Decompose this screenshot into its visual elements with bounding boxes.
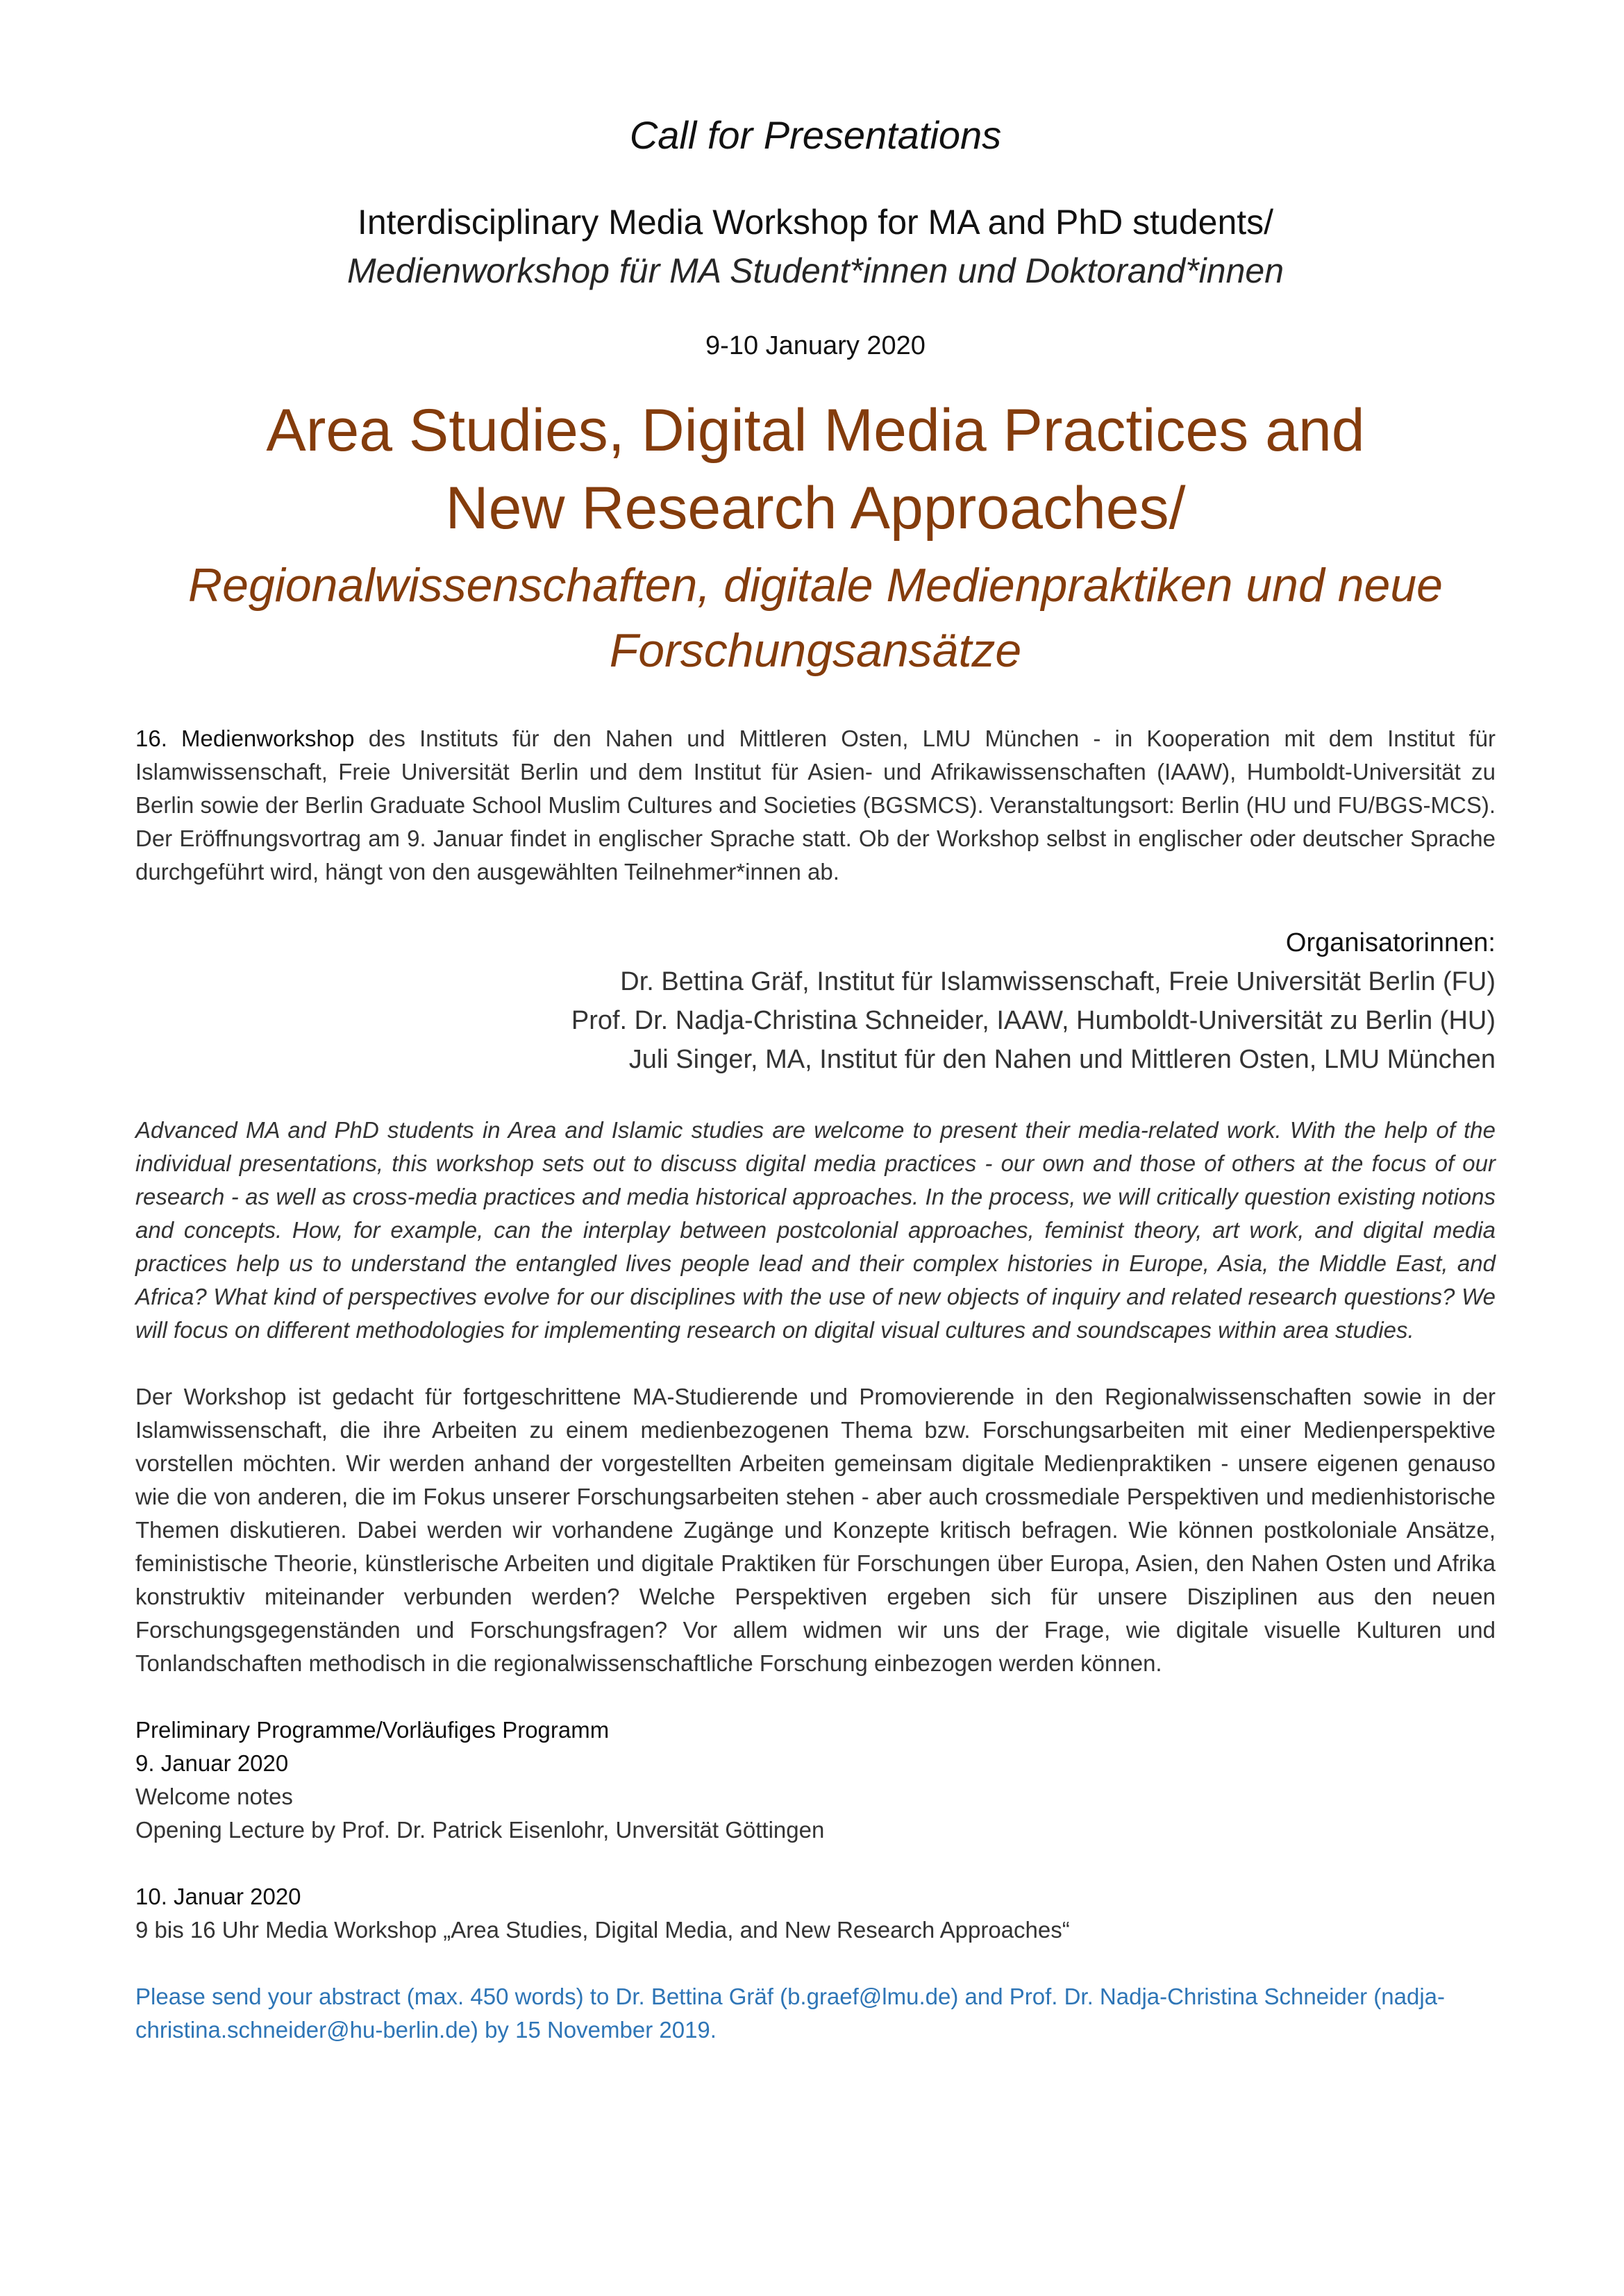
- intro-lead: 16. Medienworkshop: [135, 726, 355, 751]
- main-title-line-2: New Research Approaches/: [445, 475, 1186, 542]
- main-title-line-1: Area Studies, Digital Media Practices and: [266, 397, 1365, 464]
- main-title-german-line-1: Regionalwissenschaften, digitale Medienpraktiken und neue: [188, 559, 1443, 612]
- organiser-item: Juli Singer, MA, Institut für den Nahen und Mittleren Osten, LMU München: [628, 1045, 1496, 1074]
- programme-block: [135, 1713, 1496, 1947]
- main-title-german-line-2: Forschungsansätze: [609, 624, 1022, 677]
- programme-day1-date: 9. Januar 2020: [135, 1750, 289, 1776]
- programme-heading: Preliminary Programme/Vorläufiges Programm: [135, 1717, 610, 1743]
- programme-item: Welcome notes: [135, 1784, 293, 1809]
- subtitle-english: Interdisciplinary Media Workshop for MA and PhD students/: [357, 203, 1274, 242]
- main-title-german: [135, 553, 1496, 683]
- organiser-item: Prof. Dr. Nadja-Christina Schneider, IAAW, Humboldt-Universität zu Berlin (HU): [571, 1006, 1496, 1035]
- event-date: 9-10 January 2020: [705, 331, 926, 360]
- abstract-english: Advanced MA and PhD students in Area and Islamic studies are welcome to present their media-related work. With the help of the individual presentations, this workshop sets out to discuss digital media practices - our own and those of others at the focus of our research - as well as cross-media practices and media historical approaches. In the process, we will critically question existing notions and concepts. How, for example, can the interplay between postcolonial approaches, feminist theory, art work, and digital media practices help us to understand the entangled lives people lead and their complex histories in Europe, Asia, the Middle East, and Africa? What kind of perspectives evolve for our disciplines with the use of new objects of inquiry and related research questions? We will focus on different methodologies for implementing research on digital visual cultures and soundscapes within area studies.: [135, 1117, 1496, 1343]
- organisers-heading: Organisatorinnen:: [1285, 928, 1496, 957]
- abstract-german: Der Workshop ist gedacht für fortgeschrittene MA-Studierende und Promovierende in den Regionalwissenschaften sowie in der Islamwissenschaft, die ihre Arbeiten zu einem medienbezogenen Thema bzw. Forschungsarbeiten mit einer Medienperspektive vorstellen möchten. Wir werden anhand der vorgestellten Arbeiten gemeinsam digitale Medienpraktiken - unsere eigenen genauso wie die von anderen, die im Fokus unserer Forschungsarbeiten stehen - aber auch crossmediale Perspektiven und medienhistorische Themen diskutieren. Dabei werden wir vorhandene Zugänge und Konzepte kritisch befragen. Wie können postkoloniale Ansätze, feministische Theorie, künstlerische Arbeiten und digitale Praktiken für Forschungen über Europa, Asien, den Nahen Osten und Afrika konstruktiv miteinander verbunden werden? Welche Perspektiven ergeben sich für unsere Disziplinen aus den neuen Forschungsgegenständen und Forschungsfragen? Vor allem widmen wir uns der Frage, wie digitale visuelle Kulturen und Tonlandschaften methodisch in die regionalwissenschaftliche Forschung einbezogen werden können.: [135, 1384, 1496, 1676]
- contact-note: Please send your abstract (max. 450 words) to Dr. Bettina Gräf (b.graef@lmu.de) and Prof. Dr. Nadja-Christina Schneider (nadja-christina.schneider@hu-berlin.de) by 15 November 2019.: [135, 1984, 1446, 2043]
- organisers-block: [135, 923, 1496, 1079]
- main-title: [135, 392, 1496, 547]
- programme-item: Opening Lecture by Prof. Dr. Patrick Eisenlohr, Unversität Göttingen: [135, 1817, 825, 1843]
- call-heading: Call for Presentations: [629, 113, 1002, 157]
- subtitle-german: Medienworkshop für MA Student*innen und Doktorand*innen: [347, 251, 1284, 290]
- programme-day2-date: 10. Januar 2020: [135, 1884, 301, 1909]
- intro-text: des Instituts für den Nahen und Mittleren Osten, LMU München - in Kooperation mit dem Institut für Islamwissenschaft, Freie Universität Berlin und dem Institut für Asien- und Afrikawissenschaften (IAAW), Humboldt-Universität zu Berlin sowie der Berlin Graduate School Muslim Cultures and Societies (BGSMCS). Veranstaltungsort: Berlin (HU und FU/BGS-MCS). Der Eröffnungsvortrag am 9. Januar findet in englischer Sprache statt. Ob der Workshop selbst in englischer oder deutscher Sprache durchgeführt wird, hängt von den ausgewählten Teilnehmer*innen ab.: [135, 726, 1496, 885]
- programme-item: 9 bis 16 Uhr Media Workshop „Area Studies, Digital Media, and New Research Approaches“: [135, 1917, 1070, 1943]
- organiser-item: Dr. Bettina Gräf, Institut für Islamwissenschaft, Freie Universität Berlin (FU): [620, 967, 1496, 996]
- intro-paragraph: [135, 722, 1496, 889]
- programme-spacer: [135, 1847, 1496, 1880]
